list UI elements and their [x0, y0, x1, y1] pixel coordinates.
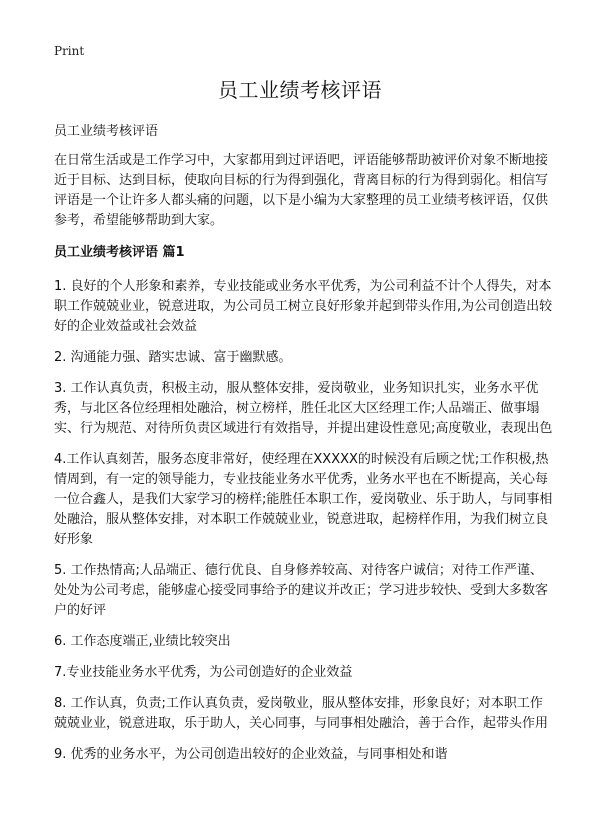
list-item: 1. 良好的个人形象和素养，专业技能或业务水平优秀，为公司利益不计个人得失，对本职工作兢兢业业，锐意进取，为公司员工树立良好形象并起到带头作用,为公司创造出较好的企业效益或社会效益 [54, 279, 553, 334]
list-item: 8. 工作认真，负责;工作认真负责，爱岗敬业，服从整体安排，形象良好；对本职工作兢兢业业，锐意进取，乐于助人，关心同事，与同事相处融洽，善于合作，起带头作用 [54, 696, 549, 731]
list-item: 6. 工作态度端正,业绩比较突出 [54, 634, 231, 649]
document-body [54, 122, 554, 776]
intro-paragraph: 在日常生活或是工作学习中，大家都用到过评语吧，评语能够帮助被评价对象不断地接近于目标、达到目标，使取向目标的行为得到强化，背离目标的行为得到弱化。相信写评语是一个让许多人都头痛的问题，以下是小编为大家整理的员工业绩考核评语，仅供参考，希望能够帮助到大家。 [54, 153, 549, 228]
print-link[interactable]: Print [54, 44, 85, 58]
section-heading: 员工业绩考核评语 篇1 [54, 245, 185, 260]
list-item: 3. 工作认真负责，积极主动，服从整体安排，爱岗敬业，业务知识扎实，业务水平优秀，与北区各位经理相处融洽，树立榜样，胜任北区大区经理工作;人品端正、做事塌实、行为规范、对待所负责区域进行有效指导，并提出建设性意见;高度敬业，表现出色 [54, 381, 553, 436]
list-item: 4.工作认真刻苦，服务态度非常好，使经理在XXXXX的时候没有后顾之忧;工作积极,热情周到，有一定的领导能力，专业技能业务水平优秀，业务水平也在不断提高，关心每一位合鑫人，是我们大家学习的榜样;能胜任本职工作，爱岗敬业、乐于助人，与同事相处融洽，服从整体安排，对本职工作兢兢业业，锐意进取，起榜样作用，为我们树立良好形象 [54, 452, 553, 547]
list-item: 7.专业技能业务水平优秀，为公司创造好的企业效益 [54, 665, 353, 680]
list-item: 5. 工作热情高;人品端正、德行优良、自身修养较高、对待客户诚信；对待工作严谨、处处为公司考虑，能够虚心接受同事给予的建议并改正；学习进步较快、受到大多数客户的好评 [54, 563, 549, 618]
list-item: 2. 沟通能力强、踏实忠诚、富于幽默感。 [54, 350, 292, 365]
document-title: 员工业绩考核评语 [218, 78, 382, 102]
document-subtitle: 员工业绩考核评语 [54, 124, 159, 139]
list-item: 9. 优秀的业务水平，为公司创造出较好的企业效益，与同事相处和谐 [54, 747, 448, 762]
